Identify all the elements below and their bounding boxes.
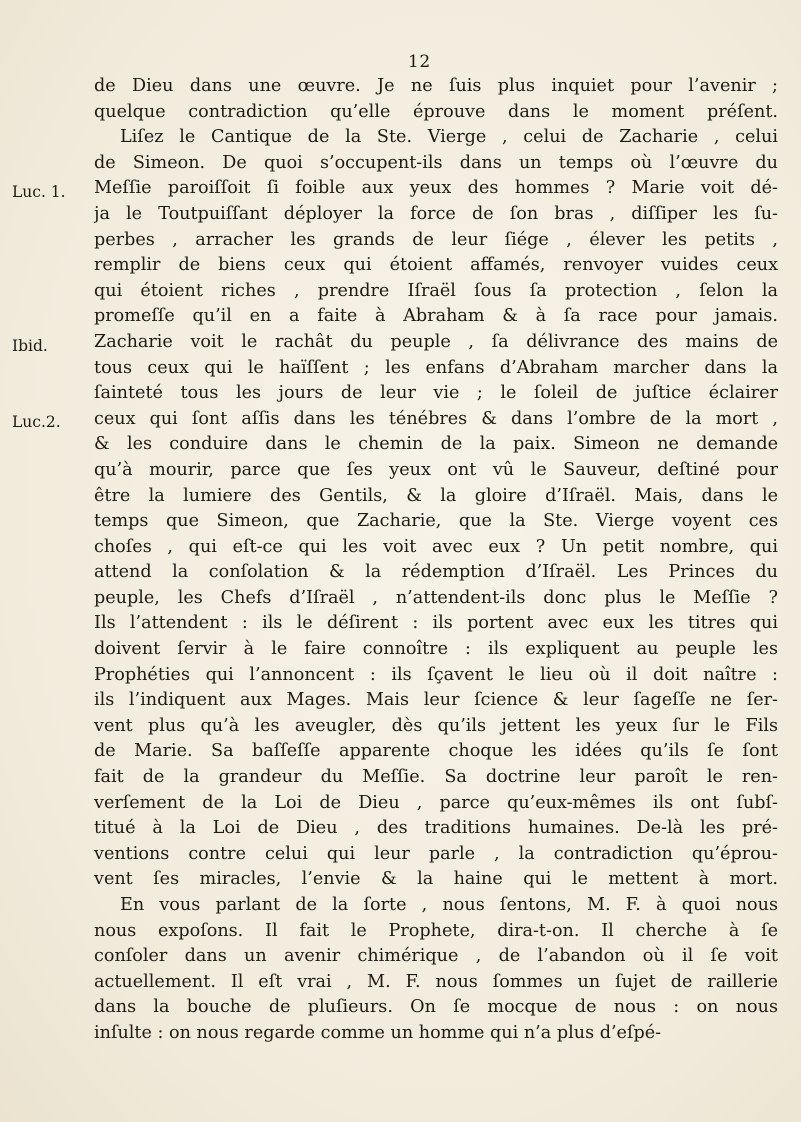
text-line: qui étoient riches , prendre Iſraël ſous ſa protection , ſelon la <box>94 280 778 301</box>
text-line: ventions contre celui qui leur parle , la contradiction qu’éprou- <box>94 843 778 864</box>
text-line: qu’à mourir, parce que ſes yeux ont vû le Sauveur, deſtiné pour <box>94 459 778 480</box>
text-line: dans la bouche de pluſieurs. On ſe mocque de nous : on nous <box>94 997 778 1018</box>
margin-reference: Luc. 1. <box>12 183 66 201</box>
text-line: de Dieu dans une œuvre. Je ne ſuis plus inquiet pour l’avenir ; <box>94 76 778 96</box>
text-line: attend la conſolation & la rédemption d’Iſraël. Les Princes du <box>94 562 778 583</box>
text-line: de Simeon. De quoi s’occupent-ils dans un temps où l’œuvre du <box>94 152 778 173</box>
text-line: Liſez le Cantique de la Ste. Vierge , celui de Zacharie , celui <box>120 127 778 148</box>
text-line: Meſſie paroiſſoit ſi foible aux yeux des hommes ? Marie voit dé- <box>94 178 778 199</box>
text-line: vent ſes miracles, l’envie & la haine qui le mettent à mort. <box>94 869 778 890</box>
text-line: nous expoſons. Il fait le Prophete, dira-t-on. Il cherche à ſe <box>94 920 778 941</box>
text-line: ils l’indiquent aux Mages. Mais leur ſcience & leur ſageſſe ne ſer- <box>94 690 778 711</box>
text-line: titué à la Loi de Dieu , des traditions humaines. De-là les pré- <box>94 818 778 839</box>
text-line: Ils l’attendent : ils le déſirent : ils portent avec eux les titres qui <box>94 613 778 634</box>
text-line: choſes , qui eſt-ce qui les voit avec eux ? Un petit nombre, qui <box>94 536 778 557</box>
text-line: tous ceux qui le haïſſent ; les enfans d’Abraham marcher dans la <box>94 357 778 378</box>
text-line: actuellement. Il eſt vrai , M. F. nous ſommes un ſujet de raillerie <box>94 971 778 992</box>
text-line: ja le Toutpuiſſant déployer la force de ſon bras , diſſiper les ſu- <box>94 203 778 224</box>
text-line: peuple, les Chefs d’Iſraël , n’attendent-ils donc plus le Meſſie ? <box>94 587 778 608</box>
text-line: vent plus qu’à les aveugler, dès qu’ils jettent les yeux ſur le Fils <box>94 715 778 736</box>
text-line: temps que Simeon, que Zacharie, que la Ste. Vierge voyent ces <box>94 511 778 532</box>
text-line: être la lumiere des Gentils, & la gloire d’Iſraël. Mais, dans le <box>94 485 778 506</box>
text-line: quelque contradiction qu’elle éprouve dans le moment préſent. <box>94 101 778 122</box>
text-line: conſoler dans un avenir chimérique , de l’abandon où il ſe voit <box>94 946 778 967</box>
text-line: promeſſe qu’il en a faite à Abraham & à ſa race pour jamais. <box>94 306 778 327</box>
text-line: de Marie. Sa baſſeſſe apparente choque les idées qu’ils ſe ſont <box>94 741 778 762</box>
text-line: Zacharie voit le rachât du peuple , ſa délivrance des mains de <box>94 331 778 352</box>
text-line: perbes , arracher les grands de leur ſiége , élever les petits , <box>94 229 778 250</box>
margin-reference: Luc.2. <box>12 413 61 431</box>
text-line: doivent ſervir à le faire connoître : ils expliquent au peuple les <box>94 639 778 660</box>
text-line: Prophéties qui l’annoncent : ils ſçavent le lieu où il doit naître : <box>94 664 778 685</box>
text-line: fait de la grandeur du Meſſie. Sa doctrine leur paroît le ren- <box>94 767 778 788</box>
page-number: 12 <box>408 52 431 72</box>
text-line: verſement de la Loi de Dieu , parce qu’eux-mêmes ils ont ſubſ- <box>94 792 778 813</box>
text-line: ceux qui ſont aſſis dans les ténébres & dans l’ombre de la mort , <box>94 408 778 429</box>
text-line: ſainteté tous les jours de leur vie ; le ſoleil de juſtice éclairer <box>94 383 778 404</box>
text-line: En vous parlant de la ſorte , nous ſentons, M. F. à quoi nous <box>120 895 778 915</box>
body-text <box>94 74 778 1047</box>
text-line: inſulte : on nous regarde comme un homme qui n’a plus d’eſpé- <box>94 1022 662 1043</box>
text-line: & les conduire dans le chemin de la paix. Simeon ne demande <box>94 434 778 455</box>
margin-reference: Ibid. <box>12 337 48 355</box>
text-line: remplir de biens ceux qui étoient affamés, renvoyer vuides ceux <box>94 255 778 276</box>
